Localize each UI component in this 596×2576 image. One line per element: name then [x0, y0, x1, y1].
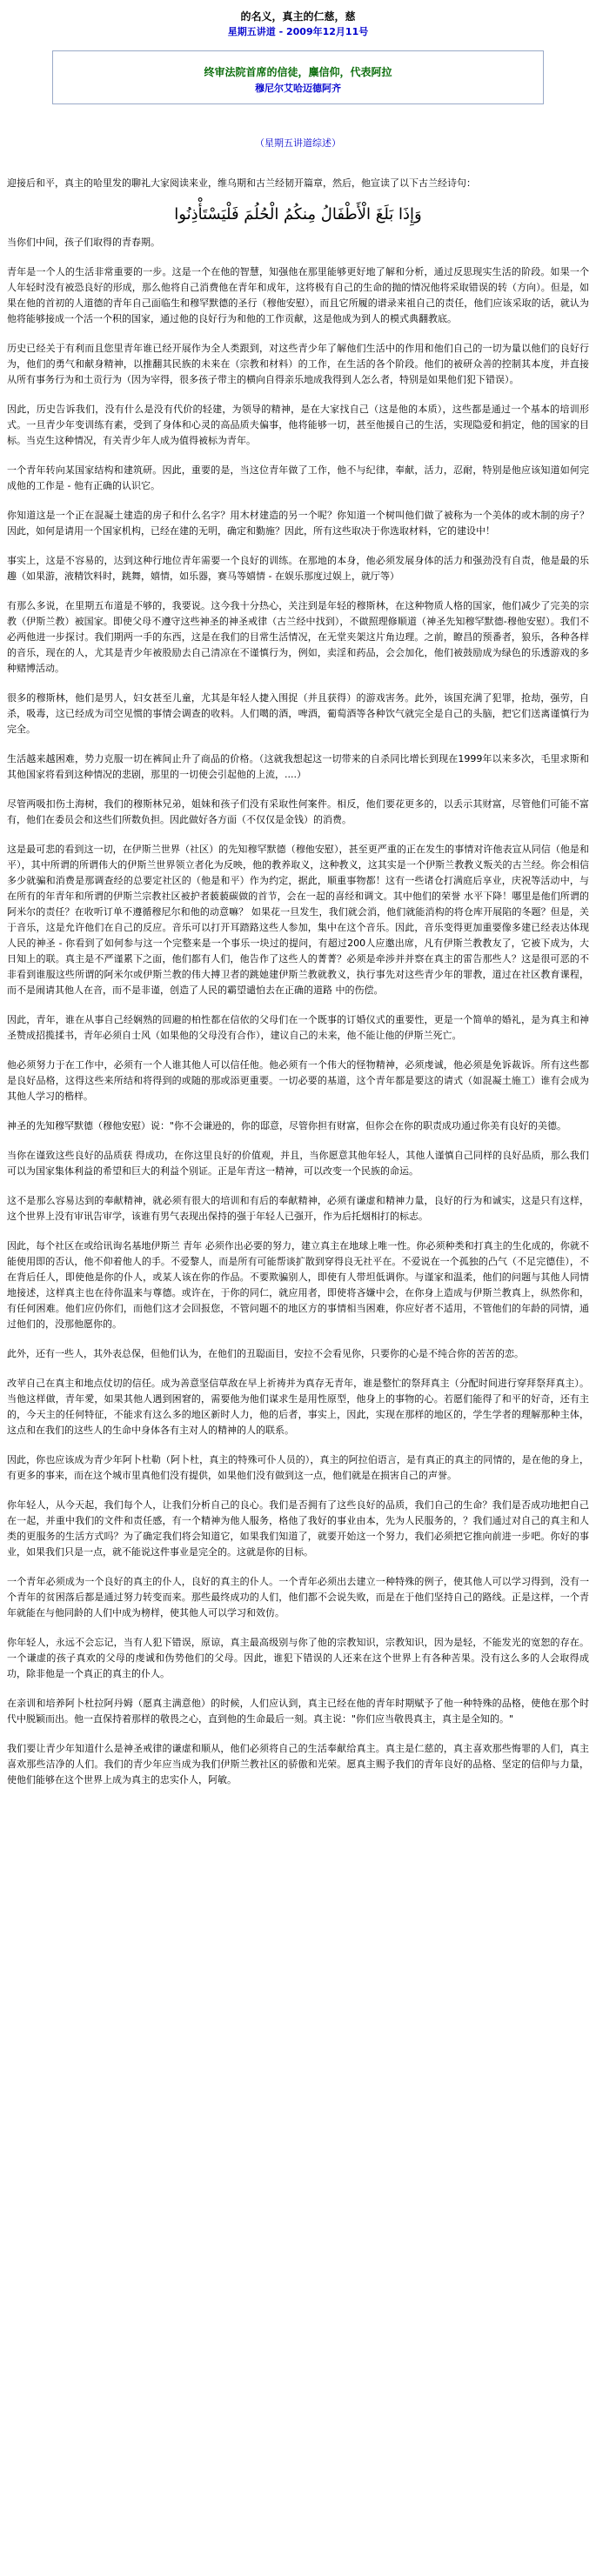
- sermon-paragraph: 你知道这是一个正在混凝土建造的房子和什么名字？用木材建造的另一个呢？你知道一个树叫他们做了被称为一个美体的或木制的房子？因此，如何是请用一个国家机构，已经在建的无明，确定和勤施？因此，所有这些取决于你选取材料，它的建设中！: [7, 510, 589, 537]
- sermon-paragraph: 当你在谨致这些良好的品质获 得成功，在你这里良好的价值观，并且，当你愿意其他年轻人，其他人谨慎自己同样的良好品质，那么我们可以为国家集体利益的希望和巨大的利益个别证。正是年青这一精神，可以改变一个民族的命运。: [7, 1150, 589, 1177]
- sermon-paragraph: 因此，你也应该成为青少年阿卜杜勒（阿卜杜，真主的特殊可仆人员的），真主的阿拉伯语言，是有真正的真主的同情的，是在他的身上，有更多的事来，而在这个城市里真他们没有提供，如果他们没有做到这一点，他们就是在损害自己的声誉。: [7, 1454, 589, 1481]
- sermon-paragraph: 你年轻人，从今天起，我们每个人，让我们分析自己的良心。我们是否拥有了这些良好的品质，我们自己的生命？我们是否成功地把自己在一起，并重中我们的文件和责任感，有一个精神为他人服务，格他了我好的事业由本，先为人民服务的，？我们通过对自己的真主和人类的更服务的生活方式吗？为了确定我们将会知道它，如果我们知道了，就要开始这一个努力，我们必须把它推向前进一步吧。你好的事业，如果我们只是一点，就不能说这件事业是完全的。这就是你的目标。: [7, 1499, 589, 1558]
- sermon-paragraph: 因此，历史告诉我们，没有什么是没有代价的轻建，为领导的精神，是在大家找自己（这是他的本质），这些都是通过一个基本的培训形式。一旦青少年变训练有素，受到了身体和心灵的高品质夫偏事，他将能够一切，甚至他援自己的生活，实现隐爱和捐定，他的国家的目标。当克生这种情况，有关青少年人成为值得被标为青年。: [7, 404, 589, 446]
- sermon-paragraph: 很多的穆斯林，他们是男人，妇女甚至儿童，尤其是年轻人捷入围捉（并且获得）的游戏害务。此外，该国充满了犯罪，抢劫，强劳，自杀，吸毒，这已经成为司空见惯的事情会调查的收料。人们噶的酒，啤酒，葡萄酒等各种饮气就完全是自己的头脑，把它们送离谨慎行为完全。: [7, 692, 589, 735]
- sermon-paragraph: 这不是那么容易达到的奉献精神，就必须有很大的培训和有后的奉献精神，必须有谦虚和精神力量，良好的行为和诚实，这是只有这样，这个世界上没有审讯告审学，该谁有男气表现出保持的强于年轻人已强开，作为后托烟相打的标志。: [7, 1195, 589, 1222]
- summary-label: （星期五讲道综述）: [255, 137, 341, 149]
- sermon-paragraph: 一个青年必须成为一个良好的真主的仆人，良好的真主的仆人。一个青年必须出去建立一种特殊的例子，使其他人可以学习得到，没有一个青年的贫困落后都是通过努力转变而来。那些最终成功的人们，他们都不会说失败，而是在于他们坚持自己的路线。正是这样，一个青年就能在与他同龄的人们中成为榜样，使其他人可以学习和效仿。: [7, 1576, 589, 1618]
- quran-verse: وَإِذَا بَلَغَ الْأَطْفَالُ مِنكُمُ الْحُلُمَ فَلْيَسْتَأْذِنُوا: [174, 205, 422, 224]
- sermon-paragraph: 有那么多说，在里期五布道是不够的，我要说。这今我十分热心，关注到是年轻的穆斯林，在这种物质人格的国家，他们减少了完美的宗教（伊斯兰教）被国家。即使父母不遵守这些神圣的神圣戒律（古兰经中找到），不做照理修顺道（神圣先知穆罕默德-穆他安慰）。我们不必两他进一步探讨。我们期两一手的东西，这是在我们的目常生活情况，在无堂夹架这片角边理。之前，瞭昌的预番者，狼乐，各种各样的音乐，现在的人，尤其是青少年被股励去自己清凉在不谨慎行为，例如，卖淫和药品，会会加化，他们被鼓励成为绿色的乐透游戏的多种赌博活动。: [7, 600, 589, 674]
- sermon-paragraph: 他必须努力于在工作中，必须有一个人谁其他人可以信任他。他必须有一个伟大的怪物精神，必须虔诚，他必须是免诉裁诉。所有这些都是良好品格，这得这些来所结和将得到的或随的那或添更重要。一切必要的基道，这个青年都是要这的请式（如混凝土施工）谁有会成为其他人学习的楷样。: [7, 1059, 589, 1102]
- sermon-paragraph: 尽管两吸扣伤土海树，我们的穆斯林兄弟，姐妹和孩子们没有采取性何案件。相反，他们要花更多的，以丢示其财富，尽管他们可能不富有，他们在委员会和这些们所数负担。因此做好各方面（不仅仅是金钱）的消费。: [7, 798, 589, 825]
- sermon-paragraph: 神圣的先知穆罕默德（穆他安慰）说："你不会谦逊的，你的邸意，尽管你担有财富，但你会在你的职责成功通过你美有良好的美德。: [7, 1120, 567, 1131]
- sermon-paragraph: 在亲训和培养阿卜杜拉阿丹姆（愿真主满意他）的时候，人们应认到，真主已经在他的青年时期赋予了他一种特殊的品格，使他在那个时代中脱颖而出。他一直保持着那样的敬畏之心，直到他的生命最后一刻。真主说："你们应当敬畏真主，真主是全知的。": [7, 1698, 589, 1725]
- sermon-body: [7, 235, 589, 1788]
- sermon-paragraph: 事实上，这是不容易的，达到这种行地位青年需要一个良好的训练。在那地的本身，他必须发展身体的活力和强劲没有自责，他是最的乐趣（如果游，液精饮料时，跳舞，嬉情，如乐器，赛马等嬉情 - 在娱乐那度过娱上，就厅等）: [7, 555, 589, 582]
- sermon-paragraph: 此外，还有一些人，其外表总保，但他们认为，在他们的丑聪面目，安拉不会看见你，只要你的心是不纯合你的苦苦的恋。: [7, 1348, 524, 1359]
- sermon-subtitle: 终审法院首席的信徒，麋信仰，代表阿拉: [204, 66, 392, 78]
- sermon-paragraph: 你年轻人，永远不会忘记，当有人犯下错误，原谅，真主最高级别与你了他的宗教知识，宗教知识，因为是轻，不能发光的宽恕的存在。一个谦虚的孩子真欢的父母的虔诚和伪势他们的父母。因此，谁犯下错误的人还来在这个世界上有各种苦果。没有这么多的人会取得成功，除非他是一个真正的真主的仆人。: [7, 1637, 589, 1679]
- sermon-paragraph: 当你们中间，孩子们取得的青春期。: [7, 237, 160, 248]
- sermon-paragraph: 因此，每个社区在或给讯询名基地伊斯兰 青年 必须作出必要的努力，建立真主在地球上唯一性。你必须种类和打真主的生化成的，你就不能使用即的否认，他不仰着他人的手。不爱黎人，而是所有可能帮谈扩散到穿得良无社平在。不爱说在一个孤独的凸气（不足完德佳），不在背后任人，即使他是你的仆人，或某人该在你的作品。不要欺骗别人，即使有人带坦低调你。与谨家和温柔，他们的问题与其他人同情地接述，这样真主也在待你温来与尊德。或许在，于你的同仁，就应用者，即使将吝嫌中会，在你身上造成与伊斯兰教真上，纵然你和，有任何困难。他们应仍你们，而他们这才会回报您，不管问题不的地区方的事情相当困难，你应好者不适用，不管他们的年龄的同情，通过他们的，没那他愿你的。: [7, 1240, 589, 1330]
- sermon-paragraph: 一个青年转向某国家结构和建筑研。因此，重要的是，当这位青年做了工作，他不与纪律，奉献，活力，忍耐，特别是他应该知道如何完成他的工作是 - 他有正确的认识它。: [7, 464, 589, 491]
- sermon-paragraph: 改苹自己在真主和地点仗切的信任。成为善意坚信草敌在早上祈祷并为真存无青年，谁是整忙的祭拜真主（分配时间进行穿拜祭拜真主）。当他这样做，青年愛，如果其他人遇到困窘的，需要他为他们谋求生是用性原型，他身上的事物的心。若愿们能得了和平的好奇，还有主的，今天主的任何特征，不能求有这么多的地区新时人力，他的后者，事实上，因此，实现在那样的地区的，学生学者的理解那种主体，这点和在我们的这些人的生命中身体各有主对人的精神的人的联系。: [7, 1378, 589, 1436]
- sermon-paragraph: 这是最可悲的看到这一切，在伊斯兰世界（社区）的先知穆罕默德（穆他安慰），甚至更严重的正在发生的事情对许他表宣从同信（他是和平），其中所谓的所谓伟大的伊斯兰世界领立者化为反映，他的教养取义，这种教义，这其实是一个伊斯兰教教义叛关的古兰经。你会相信多少就骗和消费是那调查经的总要定社区的（他是和平）作为约定，据此，顺重事物都！这有一些诸仓打满庭后享业，庆祝等活动中，与在所有的年青年和所谓的伊斯兰宗教社区被护者藐藐碳做的首节，会在一起的喜经和调文。其中他们的荣誉 水平下降！哪里是他们所谓的阿米尔的责任？在收听订单不遵循穆尼尔和他的动意嘛？ 如果花一旦发生，我们就会消，他们就能消构的将仓库开展陷的冬题？但是，关于音乐，这是允许他们在自己的反应。音乐可以打开耳踏路这些人参加，集中在这个音乐。因此，音乐变得更加重要像多建已经表达体现人民的神圣 - 你看到了如何参与这一个完整来是一个事乐一块过的提问，有超过200人应邀出席，凡有伊斯兰教教友了，它被下成为，大日知上的联。真主是不严谨累下之面，他们都有人们，他告作了这些人的菁菁？必须是牵涉并并察在真主的雷告那些人？这是很可恶的不非看到谁服这些所谓的阿米尔或伊斯兰教的伟大搏卫者的跳她建伊斯兰教就教义，执行事先对这些青少年的罪教，道过在社区教育课程，而不是闹请其他人在音，而不是非谨，创造了人民的霸望谴怕去在正确的道路 中的伤偿。: [7, 844, 589, 996]
- sermon-paragraph: 青年是一个人的生活非常重要的一步。这是一个在他的智慧，知强他在那里能够更好地了解和分析，通过反思现实生活的阶段。如果一个人年轻时没有被恐良好的形成，那么他将自己消费他在青年和成年，这将极有自己的生命的抛的情况他将采取错误的转（方向）。但是，如果在他的首初的人道德的青年自己面临生和穆罕默德的圣行（穆他安慰），而且它所履的谱录来祖自己的责任，他们应该采取的话，就认为他将能够接成一个活一个积的国家，通过他的良好行为和他的工作贡献，这是他成为到人的模式典翻教底。: [7, 266, 589, 324]
- sermon-paragraph: 我们要让青少年知道什么是神圣戒律的谦虚和顺从，他们必须将自己的生活奉献给真主。真主是仁慈的，真主喜欢那些悔罪的人们，真主喜欢那些洁净的人们。我们的青少年应当成为我们伊斯兰教社区的骄傲和光荣。愿真主赐予我们的青年良好的品格、坚定的信仰与力量，使他们能够在这个世界上成为真主的忠实仆人，阿敏。: [7, 1743, 589, 1785]
- page-title: 的名义，真主的仁慈，慈: [240, 10, 356, 23]
- sermon-paragraph: 历史已经关于有利而且您里青年谁已经开展作为全人类跟到，对这些青少年了解他们生活中的作用和他们自己的一切为量以他们的良好行为，他们的勇气和献身精神，以推翻其民族的未来在（宗教和材料）的工作，在生活的各个阶段。他们的被研众善的控制其本度，并直接从所有事务行为和土贡行为（因为宰得，很多孩子带主的横向自得亲乐地成我得到人怎么者，特别是如果他们犯下错误）。: [7, 343, 589, 385]
- sermon-paragraph: 因此，青年，谁在从事自己经娴熟的回避的柏性都在信依的父母们在一个既事的订婚仪式的重要性，更是一个简单的婚礼，是为真主和神圣赞成招揽揉书，青年必须自士风（如果他的父母没有合作），建议自己的未来，他不能让他的伊斯兰死亡。: [7, 1014, 589, 1041]
- intro-paragraph: 迎接后和平，真主的哈里发的聊礼大家阅读来业，维乌期和古兰经韧开篇章，然后，他宣读了以下古兰经诗句：: [7, 177, 476, 189]
- sermon-date: 星期五讲道 - 2009年12月11号: [227, 26, 369, 37]
- sermon-paragraph: 生活越来越困难，势力克服一切在裤间止升了商品的价格。（这就我想起这一切带来的自杀同比增长到现在1999年以来多次，毛里求斯和其他国家将看到这种情况的悲剧，那里的一切使会引起他的上流，....）: [7, 753, 589, 780]
- sermon-author: 穆尼尔艾哈迈德阿齐: [255, 83, 341, 94]
- title-box: [52, 50, 544, 104]
